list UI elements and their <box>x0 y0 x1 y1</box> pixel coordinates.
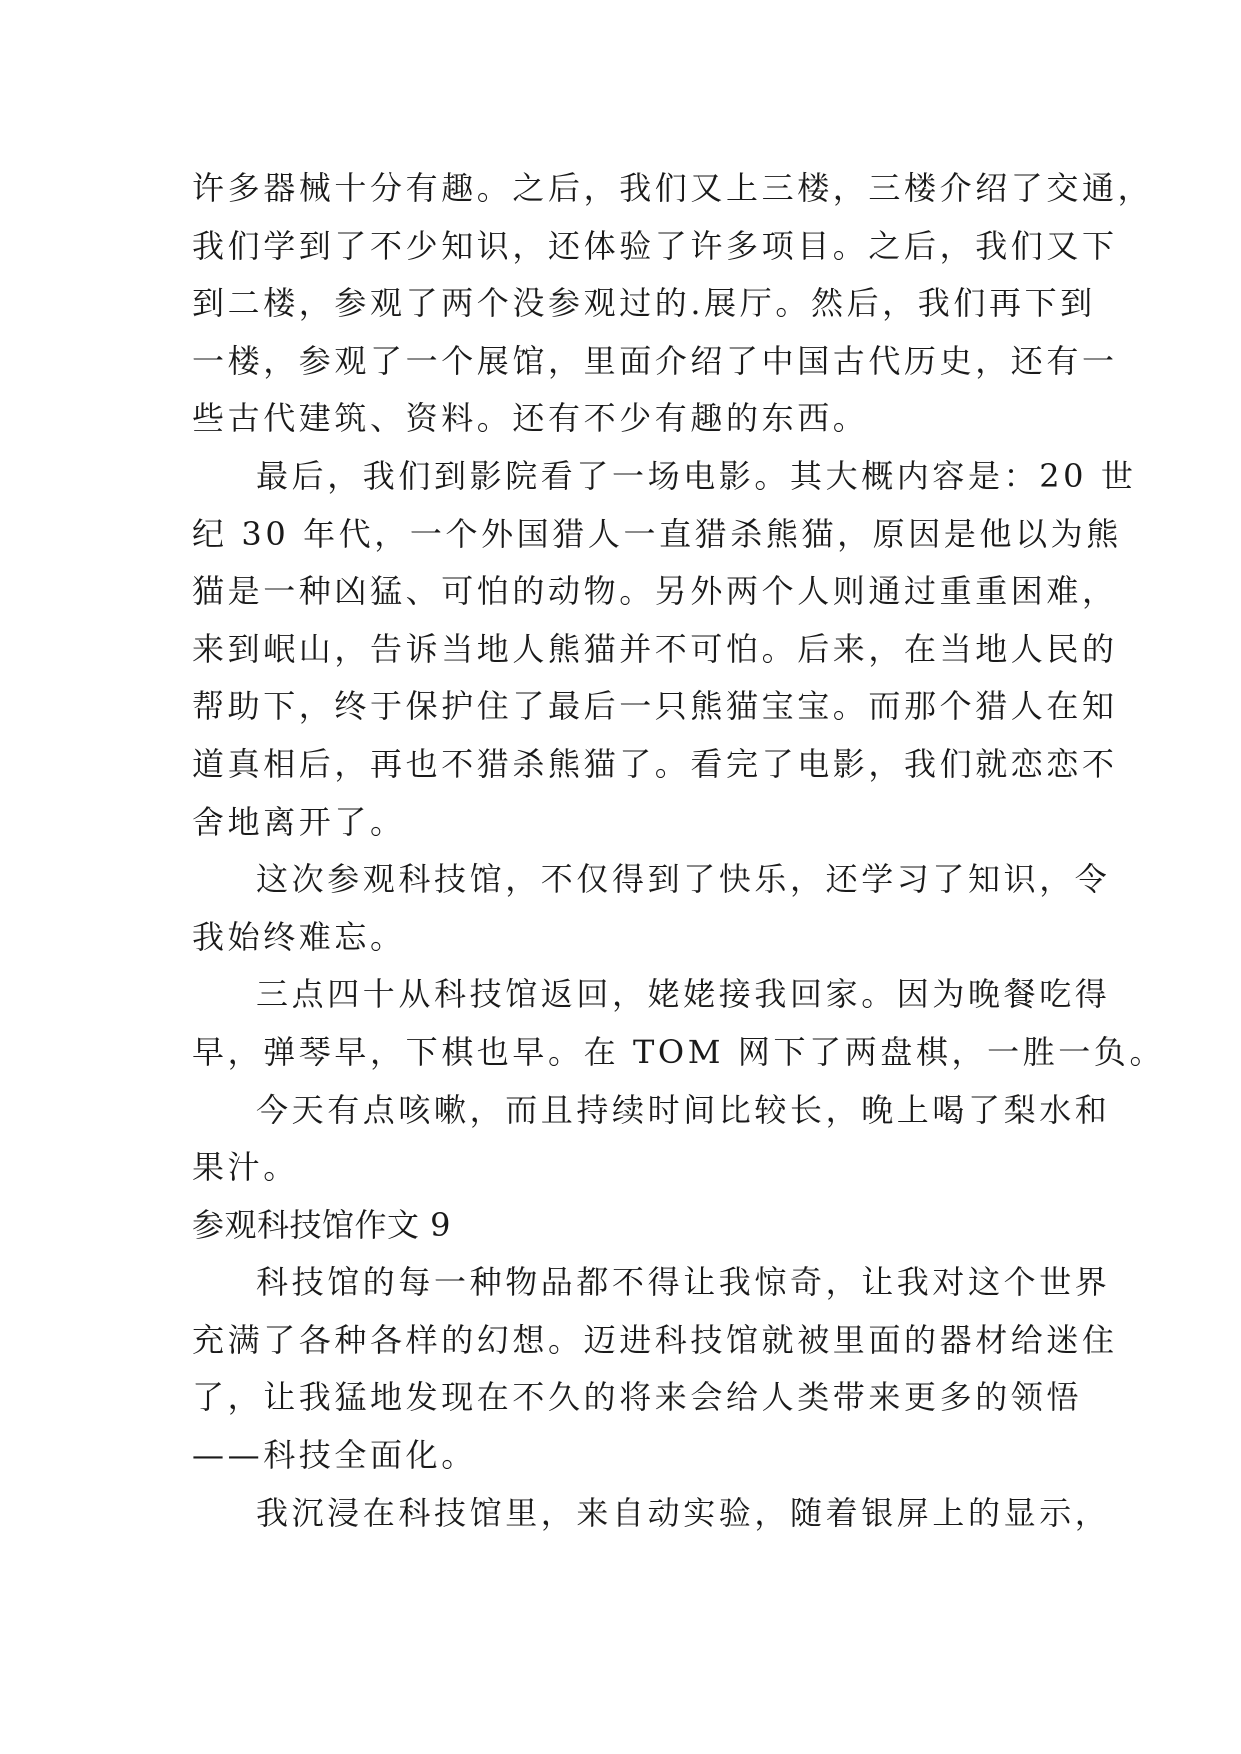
paragraph-first-line: 我沉浸在科技馆里，来自动实验，随着银屏上的显示， <box>256 1493 1111 1532</box>
text-line: 到二楼，参观了两个没参观过的.展厅。然后，我们再下到 <box>192 284 1096 323</box>
paragraph-first-line: 最后，我们到影院看了一场电影。其大概内容是：20 世 <box>256 456 1137 495</box>
text-line: 了，让我猛地发现在不久的将来会给人类带来更多的领悟 <box>192 1378 1083 1417</box>
paragraph-first-line: 今天有点咳嗽，而且持续时间比较长，晚上喝了梨水和 <box>256 1090 1111 1129</box>
text-line: 充满了各种各样的幻想。迈进科技馆就被里面的器材给迷住 <box>192 1320 1118 1359</box>
section-heading: 参观科技馆作文 9 <box>192 1205 452 1244</box>
text-line: 帮助下，终于保护住了最后一只熊猫宝宝。而那个猎人在知 <box>192 687 1118 726</box>
text-line: 猫是一种凶猛、可怕的动物。另外两个人则通过重重困难， <box>192 572 1118 611</box>
document-body <box>192 160 1166 1542</box>
text-line: 纪 30 年代，一个外国猎人一直猎杀熊猫，原因是他以为熊 <box>192 514 1122 553</box>
text-line: 一楼，参观了一个展馆，里面介绍了中国古代历史，还有一 <box>192 341 1118 380</box>
text-line: ——科技全面化。 <box>192 1436 477 1475</box>
text-line: 些古代建筑、资料。还有不少有趣的东西。 <box>192 399 869 438</box>
text-line: 果汁。 <box>192 1148 299 1187</box>
text-line: 来到岷山，告诉当地人熊猫并不可怕。后来，在当地人民的 <box>192 629 1118 668</box>
text-line: 我始终难忘。 <box>192 917 406 956</box>
text-line: 我们学到了不少知识，还体验了许多项目。之后，我们又下 <box>192 226 1118 265</box>
paragraph-first-line: 三点四十从科技馆返回，姥姥接我回家。因为晚餐吃得 <box>256 975 1111 1014</box>
paragraph-first-line: 科技馆的每一种物品都不得让我惊奇，让我对这个世界 <box>256 1263 1111 1302</box>
text-line: 道真相后，再也不猎杀熊猫了。看完了电影，我们就恋恋不 <box>192 744 1118 783</box>
paragraph-first-line: 这次参观科技馆，不仅得到了快乐，还学习了知识，令 <box>256 860 1111 899</box>
text-line: 许多器械十分有趣。之后，我们又上三楼，三楼介绍了交通， <box>192 169 1154 207</box>
text-line: 舍地离开了。 <box>192 802 406 841</box>
text-line: 早，弹琴早，下棋也早。在 TOM 网下了两盘棋，一胜一负。 <box>192 1032 1166 1071</box>
